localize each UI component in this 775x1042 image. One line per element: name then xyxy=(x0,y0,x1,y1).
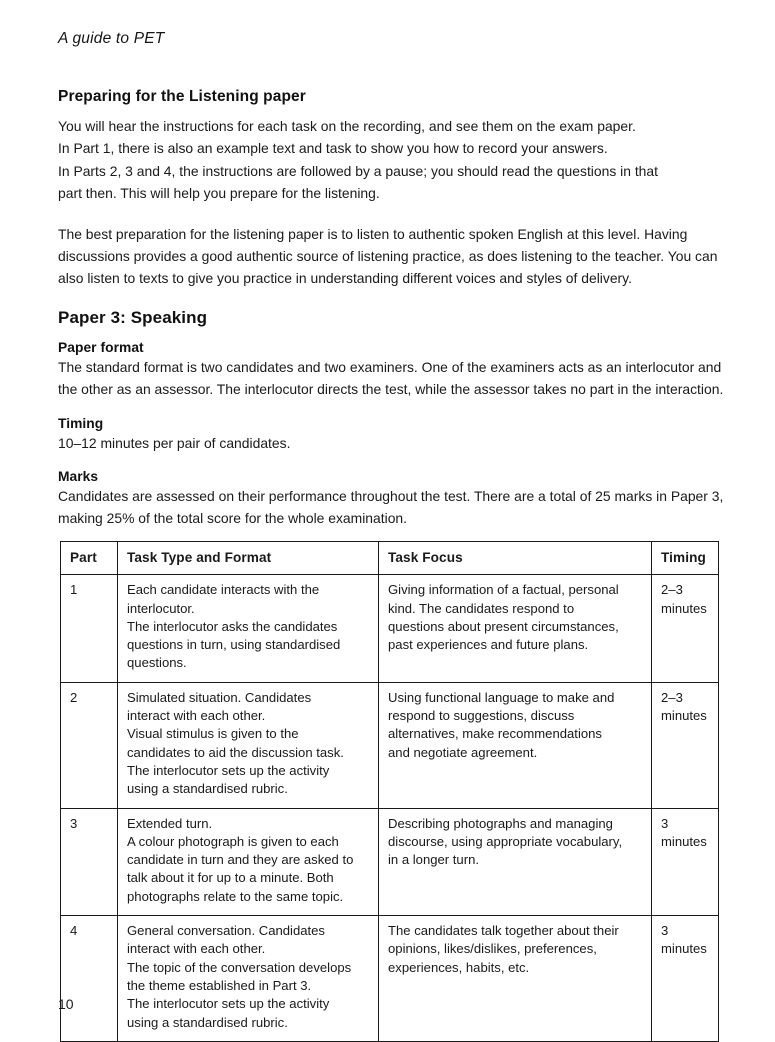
column-header-task-focus: Task Focus xyxy=(379,542,652,575)
text-line: experiences, habits, etc. xyxy=(388,959,530,975)
text-line: The interlocutor asks the candidates xyxy=(127,618,338,634)
text-line: minutes xyxy=(661,708,707,724)
text-line: Describing photographs and managing xyxy=(388,815,613,831)
text-line: questions about present circumstances, xyxy=(388,618,619,634)
cell-task-type-and-format xyxy=(118,575,379,682)
spacer xyxy=(58,401,730,416)
text-line: The candidates talk together about their xyxy=(388,923,619,939)
text-line: talk about it for up to a minute. Both xyxy=(127,870,334,886)
text-line: The interlocutor sets up the activity xyxy=(127,762,330,778)
column-header-part: Part xyxy=(61,542,118,575)
table-row xyxy=(61,575,719,682)
table-row xyxy=(61,682,719,808)
cell-task-type-and-format xyxy=(118,808,379,915)
text-line: A colour photograph is given to each xyxy=(127,833,339,849)
text-line: minutes xyxy=(661,600,707,616)
timing-text: 10–12 minutes per pair of candidates. xyxy=(58,434,291,451)
cell-task-type-and-format xyxy=(118,916,379,1042)
text-line: using a standardised rubric. xyxy=(127,1014,288,1030)
spacer xyxy=(58,290,730,308)
spacer xyxy=(58,454,730,469)
cell-task-type-and-format xyxy=(118,682,379,808)
cell-task-focus xyxy=(379,916,652,1042)
cell-task-focus xyxy=(379,575,652,682)
text-line: photographs relate to the same topic. xyxy=(127,888,344,904)
cell-part: 3 xyxy=(61,808,118,915)
text-line: interact with each other. xyxy=(127,708,266,724)
text-line: General conversation. Candidates xyxy=(127,923,325,939)
heading-preparing-for-listening-paper: Preparing for the Listening paper xyxy=(58,88,306,105)
cell-part: 4 xyxy=(61,916,118,1042)
text-line: alternatives, make recommendations xyxy=(388,726,602,742)
text-line: In Parts 2, 3 and 4, the instructions are followed by a pause; you should read the questions in that xyxy=(58,162,658,179)
text-line: in a longer turn. xyxy=(388,852,479,868)
heading-marks: Marks xyxy=(58,469,99,485)
text-line: 3 xyxy=(661,815,669,831)
text-line: The interlocutor sets up the activity xyxy=(127,996,330,1012)
text-line: candidates to aid the discussion task. xyxy=(127,744,344,760)
text-line: Visual stimulus is given to the xyxy=(127,726,299,742)
text-line: past experiences and future plans. xyxy=(388,637,589,653)
text-line: opinions, likes/dislikes, preferences, xyxy=(388,941,597,957)
text-line: You will hear the instructions for each task on the recording, and see them on the exam paper. xyxy=(58,118,636,134)
text-line: questions in turn, using standardised xyxy=(127,637,341,653)
cell-timing xyxy=(652,808,719,915)
page-number: 10 xyxy=(58,996,74,1012)
text-line: Using functional language to make and xyxy=(388,689,615,705)
text-line: 2–3 xyxy=(661,582,683,598)
listening-paragraph-1 xyxy=(58,115,730,205)
text-line: part then. This will help you prepare for the listening. xyxy=(58,185,380,202)
text-line: and negotiate agreement. xyxy=(388,744,538,760)
paper-format-text: The standard format is two candidates and two examiners. One of the examiners acts as an interlocutor and the other as an assessor. The interlocutor directs the test, while the assessor takes no part in the interaction. xyxy=(58,358,724,398)
text-line: Simulated situation. Candidates xyxy=(127,689,312,705)
cell-timing xyxy=(652,916,719,1042)
column-header-task-type-and-format: Task Type and Format xyxy=(118,542,379,575)
heading-timing: Timing xyxy=(58,415,104,431)
marks-text: Candidates are assessed on their performance throughout the test. There are a total of 25 marks in Paper 3, making 25% of the total score for the whole examination. xyxy=(58,488,724,527)
cell-timing xyxy=(652,682,719,808)
text-line: Giving information of a factual, personal xyxy=(388,582,619,598)
text-line: The topic of the conversation develops xyxy=(127,959,352,975)
cell-task-focus xyxy=(379,682,652,808)
cell-part: 2 xyxy=(61,682,118,808)
cell-timing xyxy=(652,575,719,682)
text-line: interact with each other. xyxy=(127,941,266,957)
cell-task-focus xyxy=(379,808,652,915)
text-line: Extended turn. xyxy=(127,815,213,831)
speaking-paper-table xyxy=(60,541,719,1042)
page-content xyxy=(58,88,730,530)
text-line: questions. xyxy=(127,655,187,671)
table-row xyxy=(61,916,719,1042)
text-line: minutes xyxy=(661,941,707,957)
cell-part: 1 xyxy=(61,575,118,682)
column-header-timing: Timing xyxy=(652,542,719,575)
text-line: 2–3 xyxy=(661,689,683,705)
text-line: interlocutor. xyxy=(127,600,195,616)
text-line: Each candidate interacts with the xyxy=(127,582,320,598)
text-line: discourse, using appropriate vocabulary, xyxy=(388,833,623,849)
heading-paper-3-speaking: Paper 3: Speaking xyxy=(58,307,208,327)
text-line: candidate in turn and they are asked to xyxy=(127,852,354,868)
table-row xyxy=(61,808,719,915)
listening-paragraph-2: The best preparation for the listening paper is to listen to authentic spoken English at this level. Having discussions provides a good authentic source of listening practice, as does listening to the teacher. You can also listen to texts to give you practice in understanding different voices and styles of delivery. xyxy=(58,225,718,287)
text-line: the theme established in Part 3. xyxy=(127,977,312,993)
text-line: respond to suggestions, discuss xyxy=(388,708,575,724)
text-line: In Part 1, there is also an example text and task to show you how to record your answers. xyxy=(58,140,608,157)
text-line: kind. The candidates respond to xyxy=(388,600,575,616)
text-line: 3 xyxy=(661,923,669,939)
text-line: using a standardised rubric. xyxy=(127,781,288,797)
table-header-row xyxy=(61,542,719,575)
running-head: A guide to PET xyxy=(58,30,165,47)
spacer xyxy=(58,205,730,223)
heading-paper-format: Paper format xyxy=(58,339,144,355)
text-line: minutes xyxy=(661,833,707,849)
